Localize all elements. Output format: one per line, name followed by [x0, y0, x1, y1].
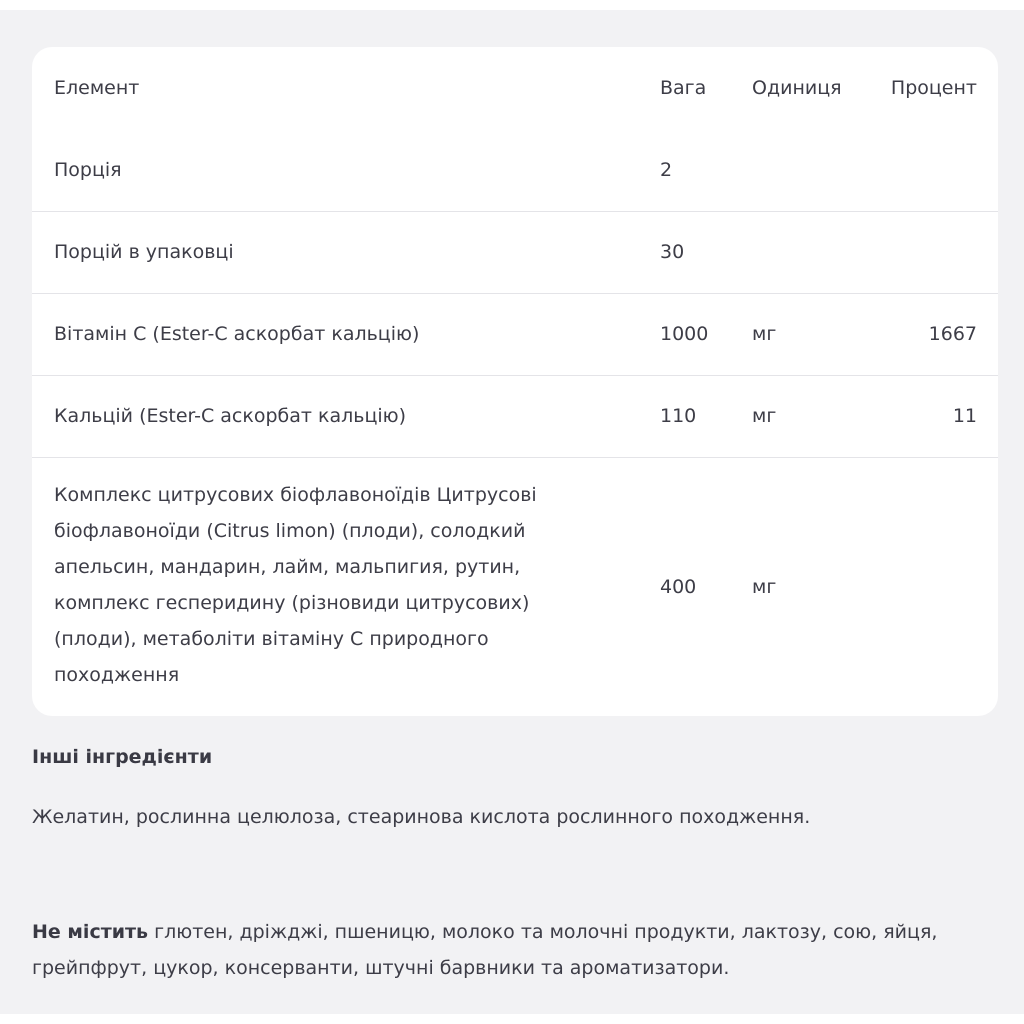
cell-percent [862, 457, 998, 716]
cell-weight: 1000 [660, 323, 709, 345]
free-from-label: Не містить [32, 921, 149, 943]
cell-unit: мг [752, 323, 777, 345]
cell-name: Порція [54, 158, 122, 181]
column-header-weight: Вага [660, 77, 707, 99]
cell-unit: мг [752, 575, 777, 598]
cell-unit [732, 129, 862, 211]
cell-unit [732, 211, 862, 293]
column-header-percent: Процент [890, 77, 977, 99]
cell-weight: 30 [660, 241, 685, 263]
cell-name: Комплекс цитрусових біофлавоноїдів Цитрусові біофлавоноїди (Citrus limon) (плоди), солодкий апельсин, мандарин, лайм, мальпигия, рутин, комплекс гесперидину (різновиди цитрусових) (плоди), метаболіти вітаміну C природного походження [54, 483, 537, 686]
cell-name: Порцій в упаковці [54, 241, 234, 263]
cell-unit: мг [752, 405, 777, 427]
cell-name: Вітамін C (Ester-C аскорбат кальцію) [54, 323, 420, 345]
table-row [32, 211, 998, 293]
nutrition-table-card [32, 47, 998, 716]
column-header-name: Елемент [54, 77, 140, 99]
column-header-unit: Одиниця [752, 77, 842, 99]
page [0, 10, 1024, 1014]
cell-percent [862, 129, 998, 211]
cell-weight: 110 [660, 405, 697, 427]
table-row [32, 129, 998, 211]
table-row [32, 293, 998, 375]
cell-percent: 1667 [928, 323, 977, 345]
free-from-text: глютен, дріжджі, пшеницю, молоко та молочні продукти, лактозу, сою, яйця, грейпфрут, цукор, консерванти, штучні барвники та ароматизатори. [32, 921, 938, 979]
other-ingredients-title: Інші інгредієнти [32, 746, 213, 768]
cell-percent [862, 211, 998, 293]
nutrition-table [32, 47, 998, 716]
other-ingredients-text: Желатин, рослинна целюлоза, стеаринова кислота рослинного походження. [32, 806, 811, 828]
table-header-row [32, 47, 998, 129]
cell-weight: 400 [660, 575, 697, 598]
free-from-statement [32, 914, 992, 986]
cell-weight: 2 [660, 158, 673, 181]
cell-percent: 11 [952, 405, 977, 427]
table-row [32, 457, 998, 716]
cell-name: Кальцій (Ester-C аскорбат кальцію) [54, 405, 407, 427]
table-row [32, 375, 998, 457]
